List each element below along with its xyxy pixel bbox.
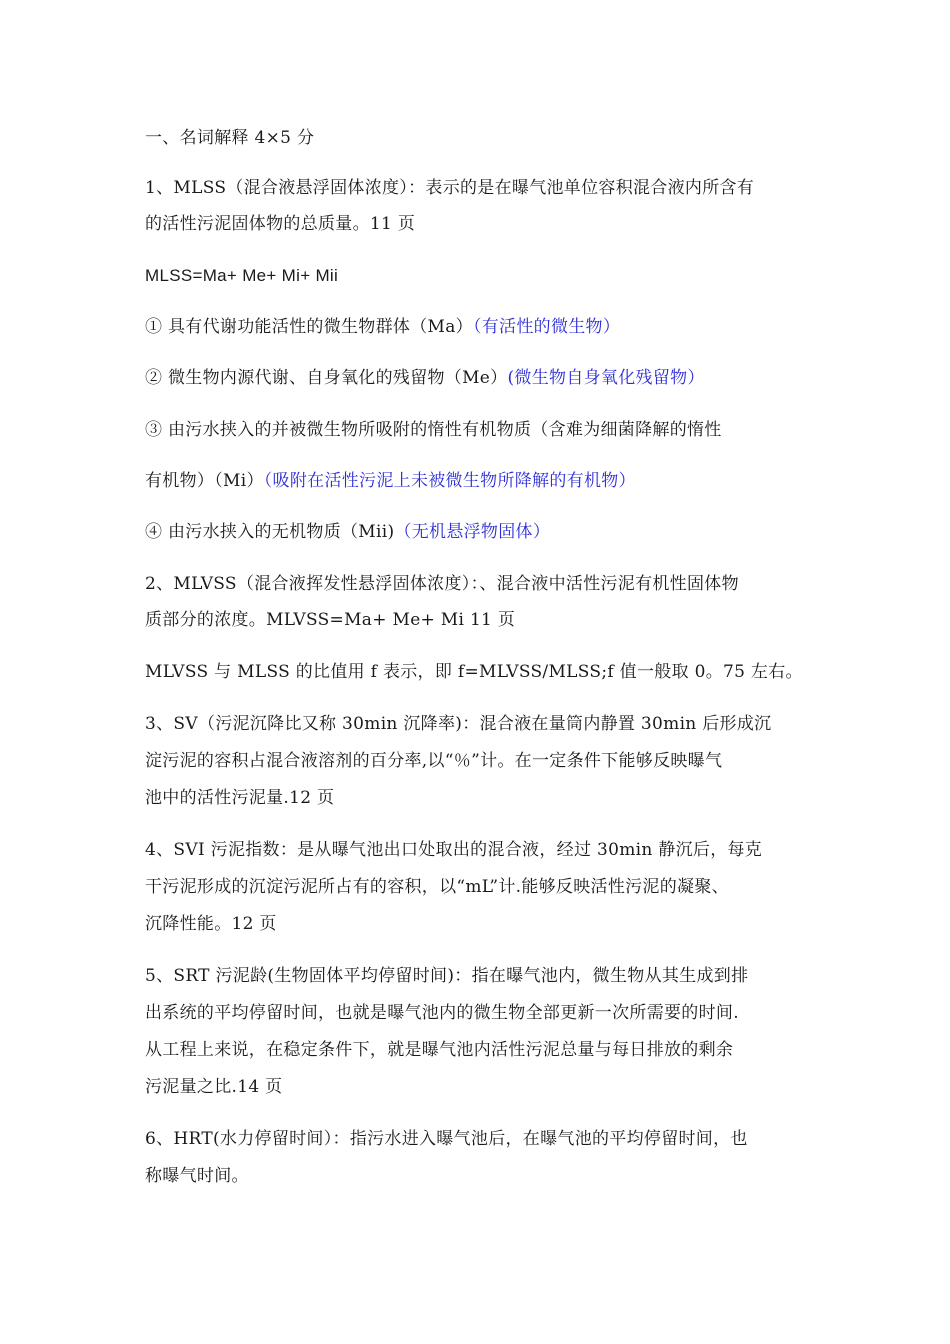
srt-definition-line-2: 出系统的平均停留时间，也就是曝气池内的微生物全部更新一次所需要的时间. [145,1003,739,1023]
component-1-text: ① 具有代谢功能活性的微生物群体（Ma） [145,317,473,337]
hrt-definition-line-2: 称曝气时间。 [145,1166,249,1186]
component-3-text: 有机物）（Mi） [145,471,264,491]
component-3-note: （吸附在活性污泥上未被微生物所降解的有机物） [263,471,636,491]
mlss-definition-line-1: 1、MLSS（混合液悬浮固体浓度）：表示的是在曝气池单位容积混合液内所含有 [145,178,755,198]
component-4-note: （无机悬浮物固体） [394,522,551,542]
sv-definition-line-3: 池中的活性污泥量.12 页 [145,788,335,808]
sv-definition-line-2: 淀污泥的容积占混合液溶剂的百分率,以“％”计。在一定条件下能够反映曝气 [145,751,723,771]
mlss-component-2 [145,366,835,390]
srt-definition-line-1: 5、SRT 污泥龄(生物固体平均停留时间)：指在曝气池内，微生物从其生成到排 [145,966,749,986]
mlvss-definition-line-1: 2、MLVSS（混合液挥发性悬浮固体浓度）：、混合液中活性污泥有机性固体物 [145,574,739,594]
mlss-definition-line-2: 的活性污泥固体物的总质量。11 页 [145,214,416,234]
mlss-component-3-line-1: ③ 由污水挟入的并被微生物所吸附的惰性有机物质（含难为细菌降解的惰性 [145,420,722,440]
sv-definition-line-1: 3、SV（污泥沉降比又称 30min 沉降率)：混合液在量筒内静置 30min 后形成沉 [145,714,772,734]
svi-definition-line-2: 干污泥形成的沉淀污泥所占有的容积，以“mL”计.能够反映活性污泥的凝聚、 [145,877,729,897]
mlss-component-4 [145,520,835,544]
component-1-note: （有活性的微生物） [472,317,621,337]
component-4-text: ④ 由污水挟入的无机物质（Mii) [145,522,395,542]
svi-definition-line-1: 4、SVI 污泥指数：是从曝气池出口处取出的混合液，经过 30min 静沉后，每克 [145,840,763,860]
component-2-note: (微生物自身氧化残留物） [507,368,705,388]
srt-definition-line-3: 从工程上来说，在稳定条件下，就是曝气池内活性污泥总量与每日排放的剩余 [145,1040,734,1060]
mlvss-ratio-line: MLVSS 与 MLSS 的比值用 f 表示，即 f=MLVSS/MLSS;f 值一般取 0。75 左右。 [145,662,803,682]
svi-definition-line-3: 沉降性能。12 页 [145,914,277,934]
section-heading: 一、名词解释 4×5 分 [145,128,315,148]
srt-definition-line-4: 污泥量之比.14 页 [145,1077,283,1097]
mlss-component-1 [145,315,835,339]
hrt-definition-line-1: 6、HRT(水力停留时间）：指污水进入曝气池后，在曝气池的平均停留时间，也 [145,1129,748,1149]
mlvss-definition-line-2: 质部分的浓度。MLVSS=Ma+ Me+ Mi 11 页 [145,610,516,630]
component-2-text: ② 微生物内源代谢、自身氧化的残留物（Me） [145,368,508,388]
mlss-formula: MLSS=Ma+ Me+ Mi+ Mii [145,266,339,285]
mlss-component-3-line-2 [145,469,835,493]
